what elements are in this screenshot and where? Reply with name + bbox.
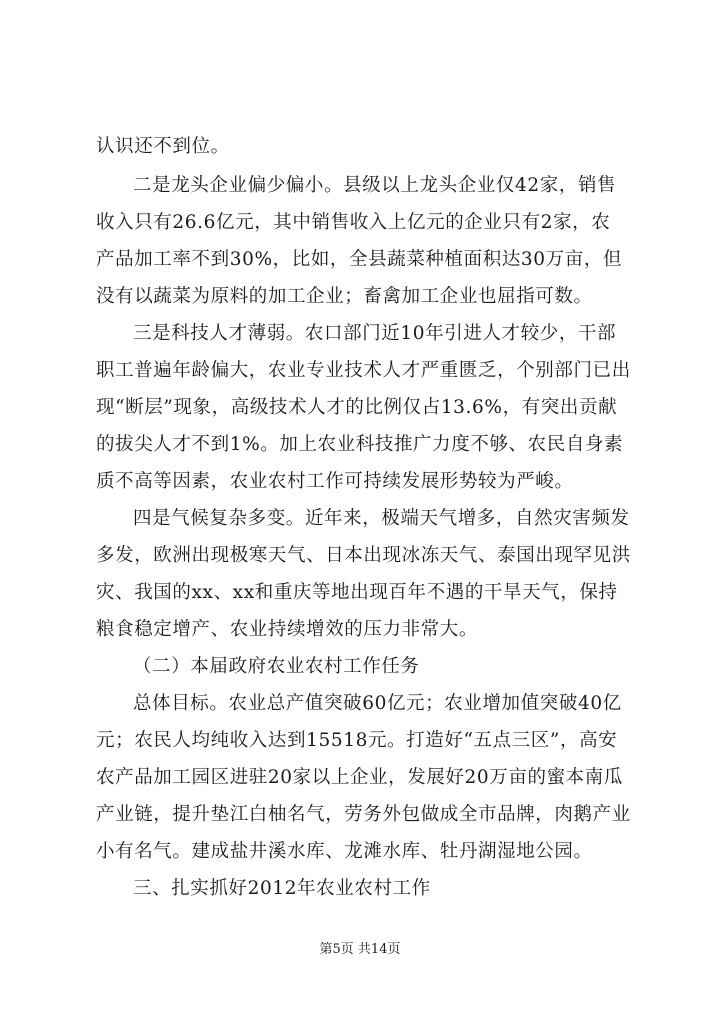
- text-line: 元；农民人均纯收入达到15518元。打造好“五点三区”，高安: [96, 730, 618, 751]
- text-line: 四是气候复杂多变。近年来，极端天气增多，自然灾害频发: [133, 508, 630, 529]
- text-line: 现“断层”现象，高级技术人才的比例仅占13.6%，有突出贡献: [96, 397, 618, 418]
- text-line: 总体目标。农业总产值突破60亿元；农业增加值突破40亿: [133, 693, 622, 714]
- section-heading: （二）本届政府农业农村工作任务: [133, 656, 420, 677]
- text-line: 二是龙头企业偏少偏小。县级以上龙头企业仅42家，销售: [133, 175, 617, 196]
- text-line: 的拔尖人才不到1%。加上农业科技推广力度不够、农民自身素: [96, 434, 624, 455]
- text-line: 产品加工率不到30%，比如，全县蔬菜种植面积达30万亩，但: [96, 249, 623, 270]
- text-line: 产业链，提升垫江白柚名气，劳务外包做成全市品牌，肉鹅产业: [96, 804, 631, 825]
- text-line: 没有以蔬菜为原料的加工企业；畜禽加工企业也屈指可数。: [96, 286, 593, 307]
- text-line: 职工普遍年龄偏大，农业专业技术人才严重匮乏，个别部门已出: [96, 360, 631, 381]
- text-line: 收入只有26.6亿元，其中销售收入上亿元的企业只有2家，农: [96, 212, 611, 233]
- text-line: 质不高等因素，农业农村工作可持续发展形势较为严峻。: [96, 471, 574, 492]
- text-line: 多发，欧洲出现极寒天气、日本出现冰冻天气、泰国出现罕见洪: [96, 545, 631, 566]
- text-line: 三是科技人才薄弱。农口部门近10年引进人才较少，干部: [133, 323, 617, 344]
- text-line: 粮食稳定增产、农业持续增效的压力非常大。: [96, 619, 479, 640]
- text-line: 灾、我国的xx、xx和重庆等地出现百年不遇的干旱天气，保持: [96, 582, 618, 603]
- text-line: 农产品加工园区进驻20家以上企业，发展好20万亩的蜜本南瓜: [96, 767, 623, 788]
- section-heading: 三、扎实抓好2012年农业农村工作: [133, 878, 431, 899]
- text-line: 认识还不到位。: [96, 136, 230, 157]
- text-line: 小有名气。建成盐井溪水库、龙滩水库、牡丹湖湿地公园。: [96, 841, 593, 862]
- page-number-footer: 第5页 共14页: [319, 942, 401, 957]
